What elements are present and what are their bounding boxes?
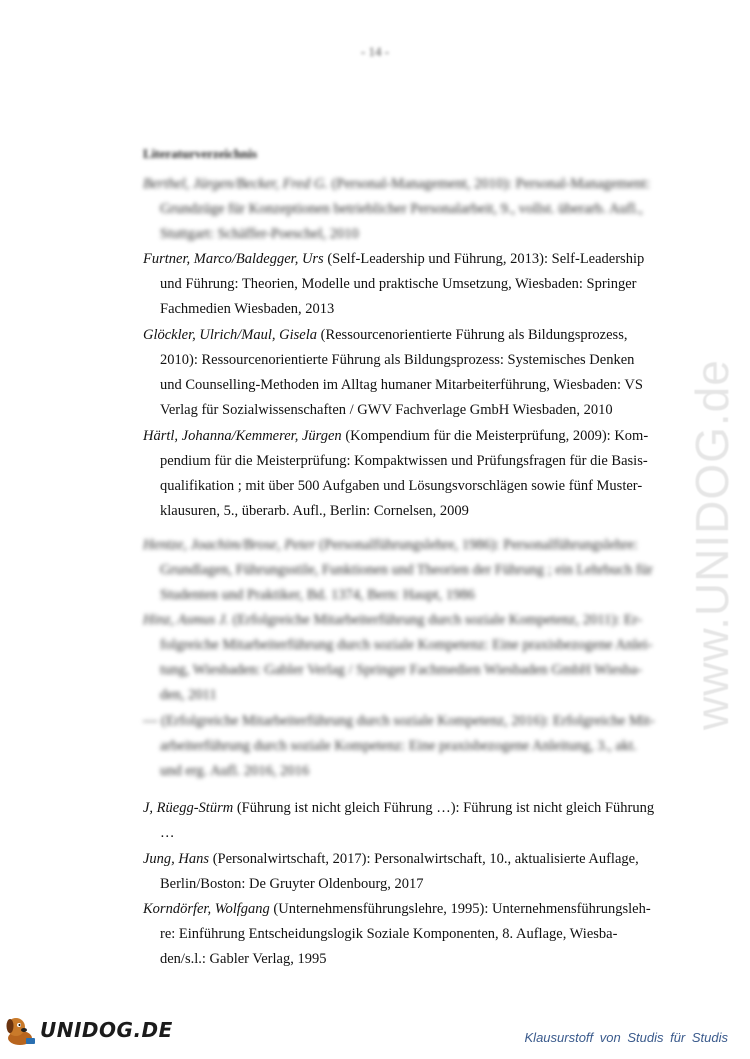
entry-text: (Kompendium für die Meisterprüfung, 2009): Kom- xyxy=(345,428,649,444)
entry-line xyxy=(143,373,675,398)
entry-line xyxy=(143,897,675,922)
entry-line xyxy=(143,197,675,222)
entry-text: Fachmedien Wiesbaden, 2013 xyxy=(160,301,335,317)
entry-line xyxy=(143,499,675,524)
entry-text: arbeiterführung durch soziale Kompetenz: Eine praxisbezogene Anleitung, 3., akt. xyxy=(160,738,637,754)
bibliography-entry xyxy=(143,533,675,608)
entry-text: … xyxy=(160,825,175,841)
entry-text: und Führung: Theorien, Modelle und praktische Umsetzung, Wiesbaden: Springer xyxy=(160,276,637,292)
entry-text: Grundzüge für Konzeptionen betrieblicher Personalarbeit, 9., vollst. überarb. Aufl., xyxy=(160,201,643,217)
bibliography-entry xyxy=(143,897,675,972)
entry-text: qualifikation ; mit über 500 Aufgaben und Lösungsvorschlägen sowie fünf Muster- xyxy=(160,478,643,494)
entry-text: klausuren, 5., überarb. Aufl., Berlin: Cornelsen, 2009 xyxy=(160,503,469,519)
entry-text: folgreiche Mitarbeiterführung durch soziale Kompetenz: Eine praxisbezogene Anlei- xyxy=(160,637,653,653)
entry-line xyxy=(143,583,675,608)
entry-line xyxy=(143,348,675,373)
entry-line xyxy=(143,633,675,658)
entry-line xyxy=(143,172,675,197)
entry-text: (Führung ist nicht gleich Führung …): Führung ist nicht gleich Führung xyxy=(236,800,655,816)
bibliography-entry xyxy=(143,323,675,423)
bibliography-entry xyxy=(143,172,675,247)
entry-author: Härtl, Johanna/Kemmerer, Jürgen xyxy=(143,428,342,444)
entry-text: und erg. Aufl. 2016, 2016 xyxy=(160,763,310,779)
entry-line xyxy=(143,734,675,759)
entry-author: Korndörfer, Wolfgang xyxy=(143,901,270,917)
entry-line xyxy=(143,922,675,947)
entry-text: (Self-Leadership und Führung, 2013): Self-Leadership xyxy=(327,251,645,267)
dog-mascot-icon xyxy=(2,1012,38,1048)
bibliography-entry xyxy=(143,247,675,322)
entry-author: J, Rüegg-Stürm xyxy=(143,800,234,816)
entry-text: Berlin/Boston: De Gruyter Oldenbourg, 2017 xyxy=(160,876,424,892)
entry-line xyxy=(143,297,675,322)
entry-author: Hinz, Asmus J. xyxy=(143,612,229,628)
entry-line xyxy=(143,398,675,423)
entry-line xyxy=(143,821,675,846)
entry-author: Furtner, Marco/Baldegger, Urs xyxy=(143,251,324,267)
entry-text: den, 2011 xyxy=(160,687,217,703)
entry-author: Hentze, Joachim/Brose, Peter xyxy=(143,537,316,553)
entry-line xyxy=(143,474,675,499)
entry-text: Studenten und Praktiker, Bd. 1374, Bern: Haupt, 1986 xyxy=(160,587,475,603)
entry-text: (Personalführungslehre, 1986): Personalführungslehre: xyxy=(319,537,638,553)
entry-text: den/s.l.: Gabler Verlag, 1995 xyxy=(160,951,327,967)
entry-text: (Ressourcenorientierte Führung als Bildungsprozess, xyxy=(320,327,628,343)
watermark: www.UNIDOG.de xyxy=(686,359,738,730)
entry-text: Grundlagen, Führungsstile, Funktionen und Theorien der Führung ; ein Lehrbuch für xyxy=(160,562,653,578)
entry-line xyxy=(143,424,675,449)
entry-text: (Erfolgreiche Mitarbeiterführung durch soziale Kompetenz, 2011): Er- xyxy=(232,612,643,628)
entry-text: re: Einführung Entscheidungslogik Soziale Komponenten, 8. Auflage, Wiesba- xyxy=(160,926,618,942)
entry-text: Stuttgart: Schäffer-Poeschel, 2010 xyxy=(160,226,359,242)
entry-text: Verlag für Sozialwissenschaften / GWV Fachverlage GmbH Wiesbaden, 2010 xyxy=(160,402,613,418)
entry-text: (Unternehmensführungslehre, 1995): Unternehmensführungsleh- xyxy=(273,901,651,917)
entry-text: — (Erfolgreiche Mitarbeiterführung durch soziale Kompetenz, 2016): Erfolgreiche Mit- xyxy=(143,713,655,729)
bibliography-entry xyxy=(143,424,675,524)
bibliography-entry xyxy=(143,709,675,784)
bibliography-entry xyxy=(143,608,675,708)
entry-line xyxy=(143,247,675,272)
entry-line xyxy=(143,533,675,558)
entry-line xyxy=(143,449,675,474)
entry-author: Glöckler, Ulrich/Maul, Gisela xyxy=(143,327,317,343)
entry-line xyxy=(143,709,675,734)
entry-line xyxy=(143,947,675,972)
entry-line xyxy=(143,658,675,683)
entry-line xyxy=(143,847,675,872)
bibliography-entry xyxy=(143,796,675,846)
entry-line xyxy=(143,683,675,708)
entry-line xyxy=(143,796,675,821)
footer-logo xyxy=(2,1010,173,1050)
entry-line xyxy=(143,222,675,247)
entry-line xyxy=(143,759,675,784)
entry-line xyxy=(143,272,675,297)
entry-text: pendium für die Meisterprüfung: Kompaktwissen und Prüfungsfragen für die Basis- xyxy=(160,453,648,469)
entry-line xyxy=(143,872,675,897)
entry-text: 2010): Ressourcenorientierte Führung als Bildungsprozess: Systemisches Denken xyxy=(160,352,635,368)
entry-author: Berthel, Jürgen/Becker, Fred G. xyxy=(143,176,328,192)
entry-text: (Personalwirtschaft, 2017): Personalwirtschaft, 10., aktualisierte Auflage, xyxy=(212,851,639,867)
entry-text: und Counselling-Methoden im Alltag humaner Mitarbeiterführung, Wiesbaden: VS xyxy=(160,377,643,393)
entry-line xyxy=(143,608,675,633)
bibliography-heading: Literaturverzeichnis xyxy=(143,146,258,161)
bibliography-entry xyxy=(143,847,675,897)
footer-brand: UNIDOG.DE xyxy=(40,1018,173,1042)
entry-author: Jung, Hans xyxy=(143,851,210,867)
entry-text: (Personal-Management, 2010): Personal-Management: xyxy=(331,176,651,192)
page-number: - 14 - xyxy=(360,44,390,59)
entry-line xyxy=(143,558,675,583)
footer-tagline: Klausurstoff von Studis für Studis xyxy=(524,1030,728,1045)
entry-text: tung, Wiesbaden: Gabler Verlag / Springer Fachmedien Wiesbaden GmbH Wiesba- xyxy=(160,662,642,678)
entry-line xyxy=(143,323,675,348)
